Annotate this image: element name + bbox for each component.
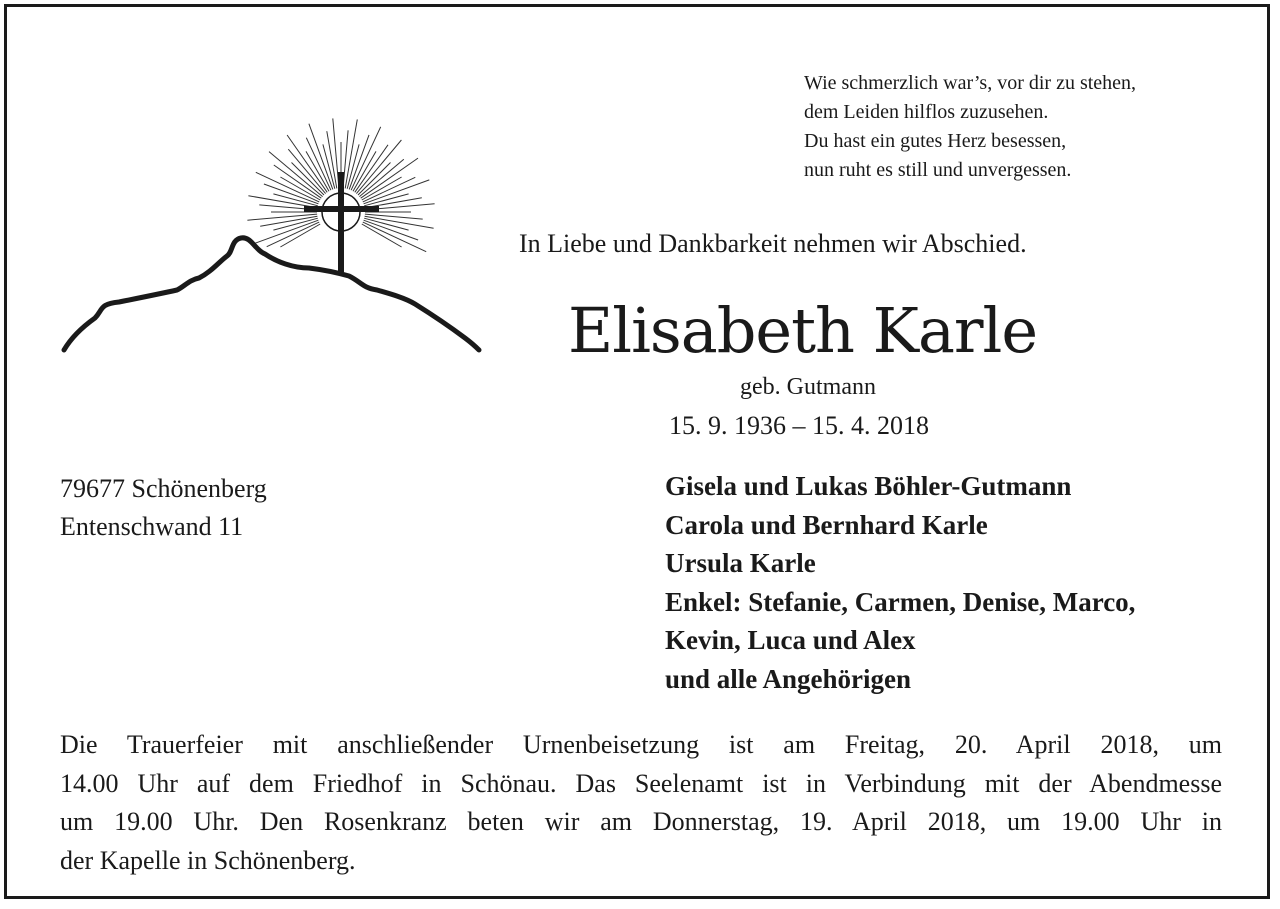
sun-ray xyxy=(359,159,403,196)
sun-ray xyxy=(247,214,317,220)
sun-ray xyxy=(362,224,402,247)
notice-line: um 19.00 Uhr. Den Rosenkranz beten wir am Donnerstag, 19. April 2018, um 19.00 Uhr in xyxy=(60,807,1222,836)
funeral-notice xyxy=(60,726,1222,880)
sun-ray xyxy=(363,177,416,202)
address-line: Entenschwand 11 xyxy=(60,512,244,541)
poem-line: Du hast ein gutes Herz besessen, xyxy=(804,130,1067,152)
sun-ray xyxy=(358,163,391,196)
poem-line: dem Leiden hilflos zuzusehen. xyxy=(804,101,1049,123)
sun-ray xyxy=(345,119,357,188)
sun-ray xyxy=(306,138,331,191)
sun-ray xyxy=(364,180,430,204)
sun-ray xyxy=(274,165,322,198)
notice-line: Die Trauerfeier mit anschließender Urnenbeisetzung ist am Freitag, 20. April 2018, um xyxy=(60,730,1222,759)
mourner-line: Enkel: Stefanie, Carmen, Denise, Marco, xyxy=(665,586,1136,617)
notice-line: der Kapelle in Schönenberg. xyxy=(60,845,356,875)
mourner-line: Gisela und Lukas Böhler-Gutmann xyxy=(665,471,1072,501)
mourners-list xyxy=(665,467,1135,698)
poem-verse xyxy=(804,69,1136,185)
address-line: 79677 Schönenberg xyxy=(60,474,267,503)
farewell-text: In Liebe und Dankbarkeit nehmen wir Abschied. xyxy=(519,229,1027,258)
notice-line: 14.00 Uhr auf dem Friedhof in Schönau. Das Seelenamt ist in Verbindung mit der Abendmesse xyxy=(60,768,1222,798)
sun-ray xyxy=(292,163,325,196)
sun-ray xyxy=(309,124,333,190)
sun-ray xyxy=(280,224,320,247)
sun-ray xyxy=(288,149,325,193)
poem-line: Wie schmerzlich war’s, vor dir zu stehen, xyxy=(804,72,1137,94)
mourner-line: Carola und Bernhard Karle xyxy=(665,509,988,540)
deceased-name: Elisabeth Karle xyxy=(568,294,1038,367)
sun-ray xyxy=(327,131,337,188)
sun-ray xyxy=(267,222,320,247)
obituary-frame xyxy=(4,4,1270,899)
sun-ray xyxy=(355,145,388,193)
sun-ray xyxy=(365,216,434,228)
mountain-outline xyxy=(64,238,479,350)
mourner-line: und alle Angehörigen xyxy=(665,663,912,694)
mourner-line: Kevin, Luca und Alex xyxy=(665,625,916,655)
sun-ray xyxy=(365,214,423,219)
sun-ray xyxy=(333,118,339,188)
birth-name: geb. Gutmann xyxy=(740,374,876,400)
mourner-line: Ursula Karle xyxy=(665,548,816,578)
life-dates: 15. 9. 1936 – 15. 4. 2018 xyxy=(669,411,929,440)
sun-ray xyxy=(260,216,317,226)
poem-line: nun ruht es still und unvergessen. xyxy=(804,159,1072,181)
address-block xyxy=(60,470,267,546)
sun-ray xyxy=(253,220,319,244)
cross-on-mountain-icon xyxy=(59,82,489,362)
sun-ray xyxy=(248,196,317,208)
